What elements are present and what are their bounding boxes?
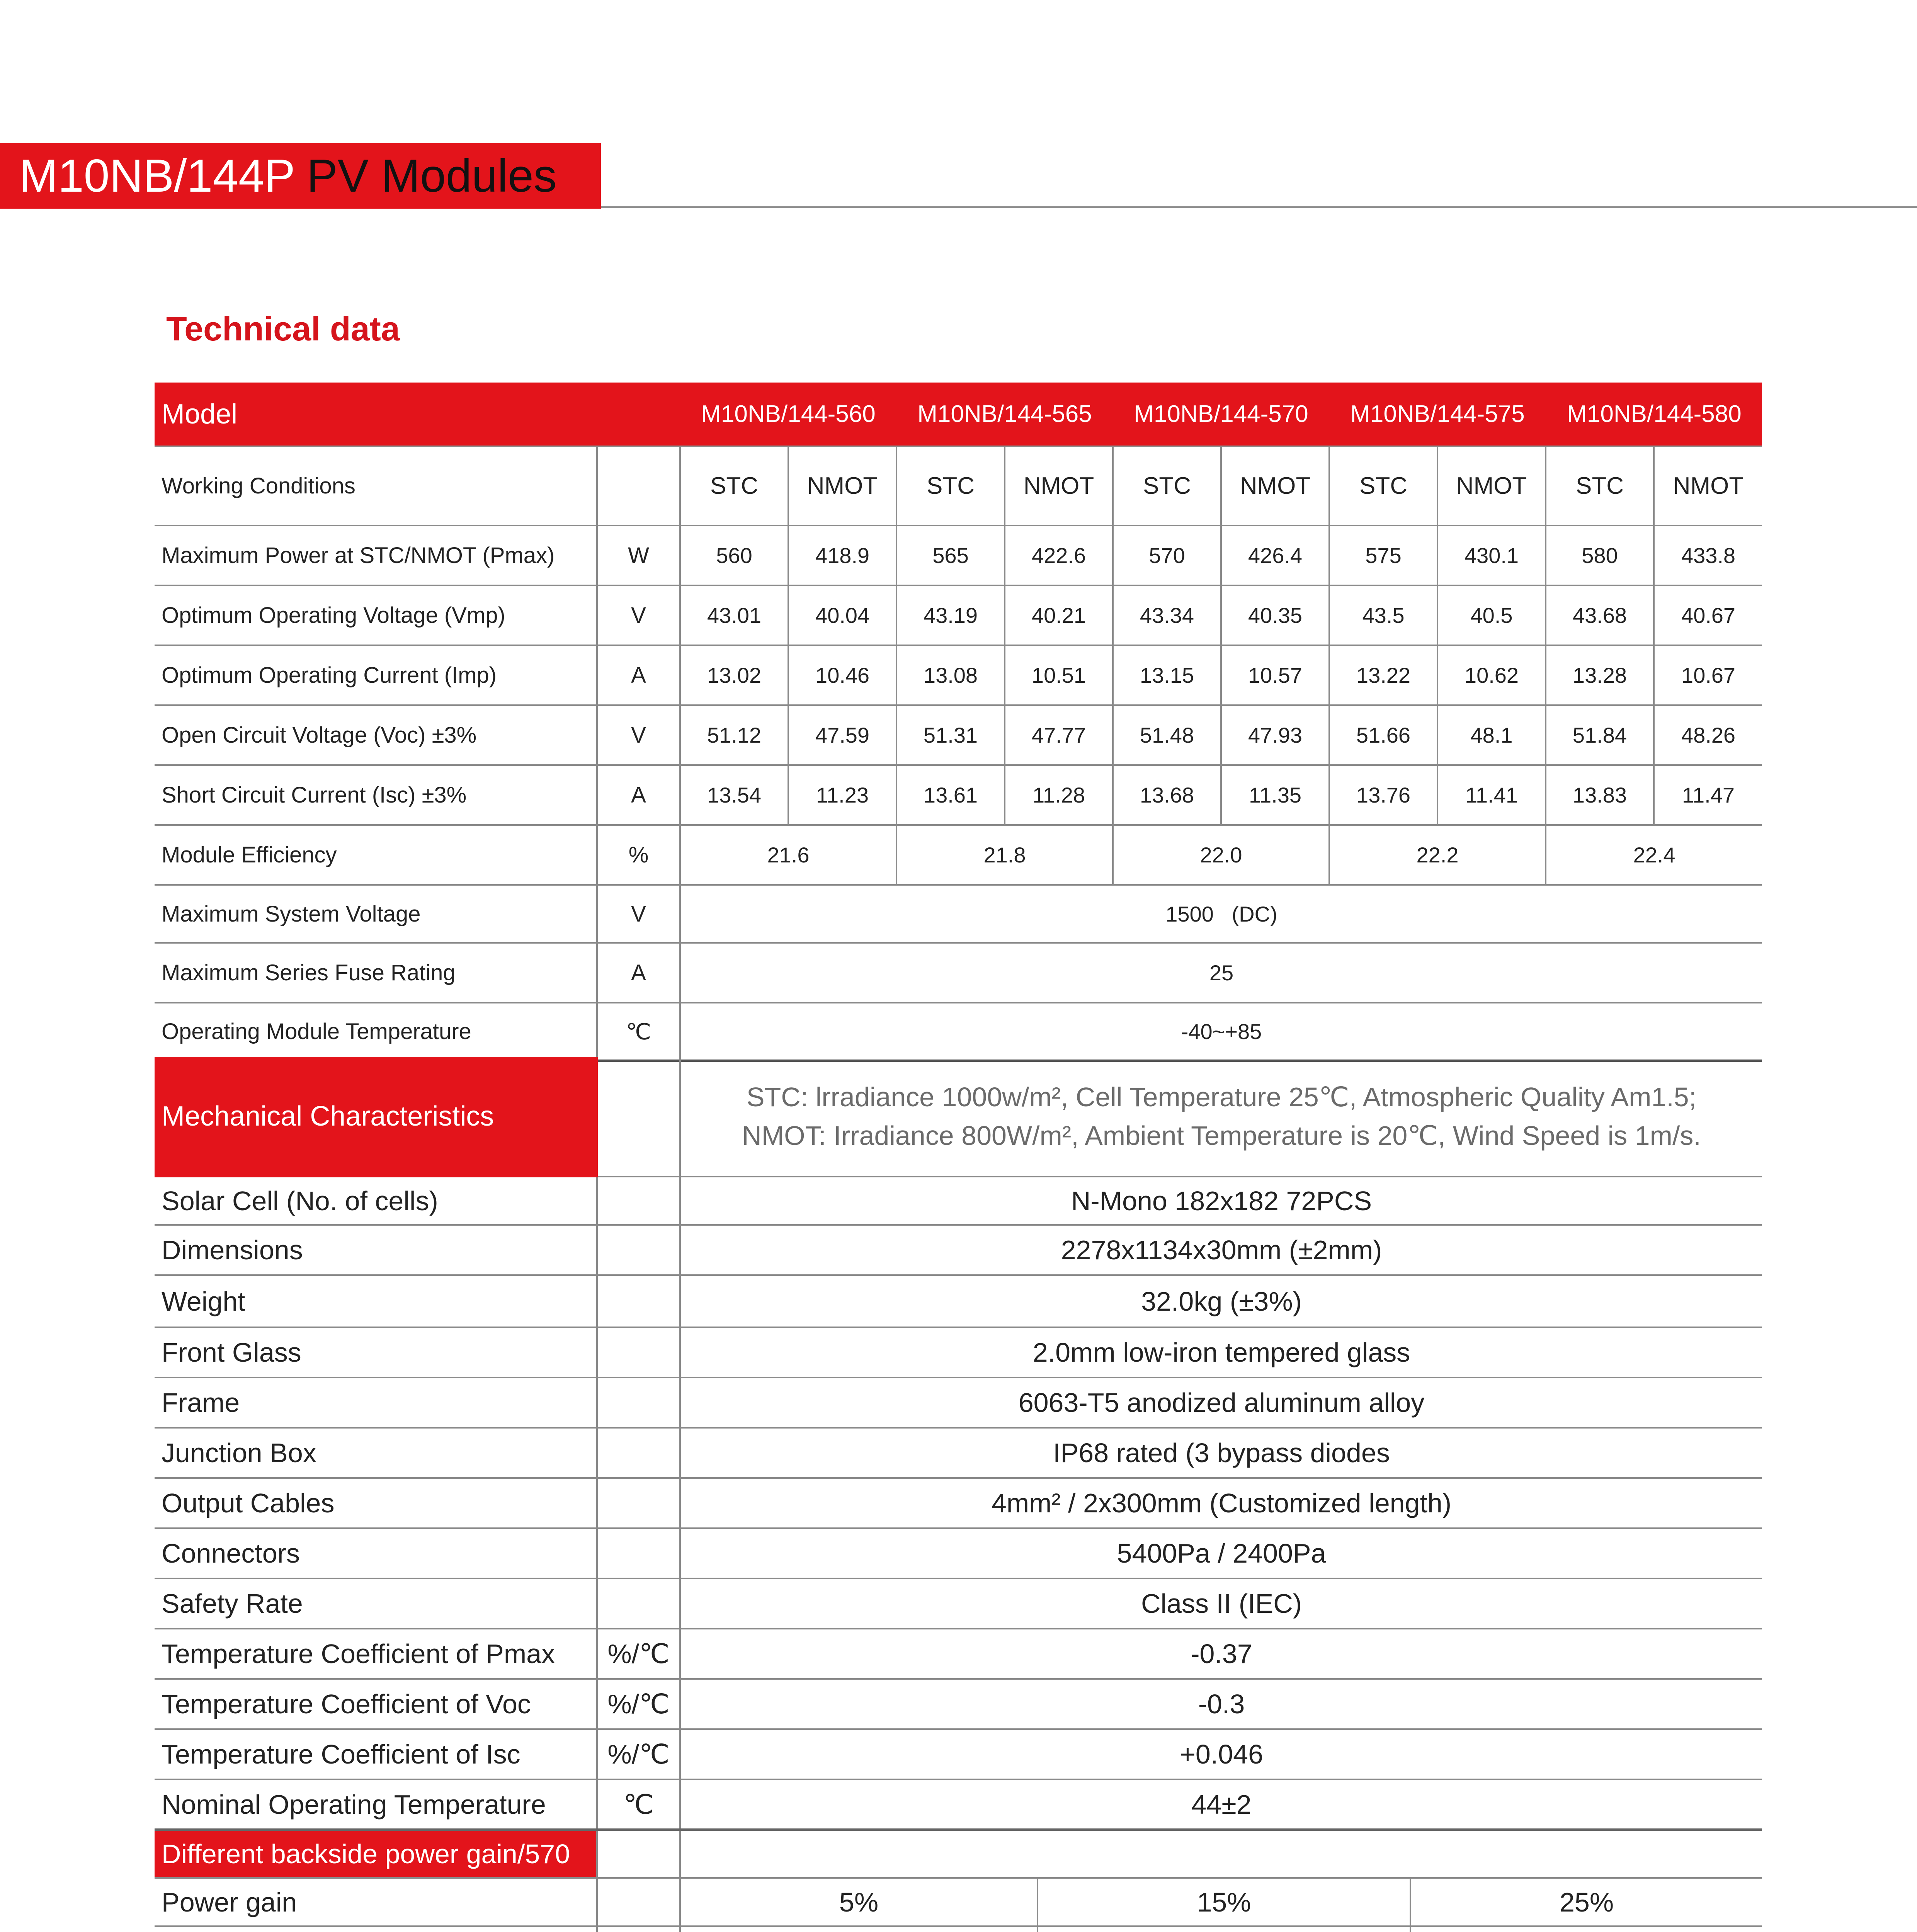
value-cell: N-Mono 182x182 72PCS	[680, 1177, 1762, 1225]
unit-cell: V	[597, 705, 680, 765]
value-cell: Class II (IEC)	[680, 1578, 1762, 1629]
table-row	[155, 1327, 1762, 1378]
nmot-note: NMOT: Irradiance 800W/m², Ambient Temperature is 20℃, Wind Speed is 1m/s.	[742, 1121, 1701, 1151]
row-label: Module Efficiency	[155, 825, 597, 885]
value-cell: 51.48	[1113, 705, 1221, 765]
unit-cell	[597, 1830, 680, 1878]
gain-value: 25%	[1410, 1878, 1762, 1926]
condition-cell: STC	[1113, 446, 1221, 526]
electrical-specs-table	[155, 383, 1762, 1062]
table-row	[155, 1478, 1762, 1528]
unit-cell	[597, 1478, 680, 1528]
value-cell: 21.6	[680, 825, 896, 885]
test-conditions-note	[680, 1057, 1762, 1177]
value-cell: 32.0kg (±3%)	[680, 1275, 1762, 1327]
value-cell: 44±2	[680, 1779, 1762, 1830]
value-cell: 51.66	[1329, 705, 1437, 765]
unit-cell	[597, 1926, 680, 1932]
value-cell: 10.62	[1437, 645, 1546, 705]
value-cell: 426.4	[1221, 526, 1329, 585]
unit-cell	[597, 1878, 680, 1926]
row-label: Temperature Coefficient of Isc	[155, 1729, 597, 1779]
table-row	[155, 1629, 1762, 1679]
unit-cell: %/℃	[597, 1729, 680, 1779]
value-cell: 575	[1329, 526, 1437, 585]
row-label: Open Circuit Voltage (Voc) ±3%	[155, 705, 597, 765]
value-cell: 11.35	[1221, 765, 1329, 825]
table-row	[155, 645, 1762, 705]
table-row	[155, 1225, 1762, 1275]
mechanical-heading: Mechanical Characteristics	[155, 1057, 597, 1177]
condition-cell: NMOT	[1005, 446, 1113, 526]
value-cell: 13.08	[896, 645, 1005, 705]
value-cell: -40~+85	[680, 1003, 1762, 1061]
value-cell: 580	[1546, 526, 1654, 585]
row-label: Maximum Series Fuse Rating	[155, 943, 597, 1003]
value-cell: 418.9	[788, 526, 896, 585]
row-label: Short Circuit Current (Isc) ±3%	[155, 765, 597, 825]
value-cell: 22.4	[1546, 825, 1762, 885]
value-cell: 5400Pa / 2400Pa	[680, 1528, 1762, 1578]
table-row	[155, 1528, 1762, 1578]
unit-cell	[597, 1578, 680, 1629]
value-cell: 11.41	[1437, 765, 1546, 825]
value-cell: 4mm² / 2x300mm (Customized length)	[680, 1478, 1762, 1528]
table-row	[155, 1779, 1762, 1830]
value-cell: 11.28	[1005, 765, 1113, 825]
table-row	[155, 943, 1762, 1003]
model-name: M10NB/144-560	[680, 383, 896, 446]
table-row	[155, 1378, 1762, 1428]
table-row	[155, 1729, 1762, 1779]
value-cell	[1038, 1926, 1410, 1932]
value-cell: 422.6	[1005, 526, 1113, 585]
unit-cell	[597, 446, 680, 526]
value-cell: 48.26	[1654, 705, 1762, 765]
unit-cell: V	[597, 885, 680, 943]
value-cell: 40.04	[788, 585, 896, 645]
condition-cell: STC	[680, 446, 788, 526]
table-row	[155, 1003, 1762, 1061]
value-cell: 22.2	[1329, 825, 1546, 885]
product-type: PV Modules	[306, 150, 557, 202]
row-label: Front Glass	[155, 1327, 597, 1378]
value-cell: 13.61	[896, 765, 1005, 825]
value-cell: 43.68	[1546, 585, 1654, 645]
condition-cell: NMOT	[1654, 446, 1762, 526]
row-label: Optimum Operating Current (Imp)	[155, 645, 597, 705]
unit-cell	[597, 1378, 680, 1428]
value-cell: 47.93	[1221, 705, 1329, 765]
table-row	[155, 705, 1762, 765]
value-cell: 40.35	[1221, 585, 1329, 645]
row-label: Temperature Coefficient of Voc	[155, 1679, 597, 1729]
value-cell: 40.21	[1005, 585, 1113, 645]
value-cell	[1410, 1926, 1762, 1932]
model-name: M10NB/144-570	[1113, 383, 1329, 446]
condition-cell: NMOT	[1437, 446, 1546, 526]
condition-cell: STC	[1546, 446, 1654, 526]
model-name: M10NB/144-575	[1329, 383, 1546, 446]
unit-cell: A	[597, 765, 680, 825]
value-cell: 51.84	[1546, 705, 1654, 765]
row-label: Power gain	[155, 1878, 597, 1926]
unit-cell	[597, 1327, 680, 1378]
unit-cell: %	[597, 825, 680, 885]
row-label	[155, 1926, 597, 1932]
value-cell: 565	[896, 526, 1005, 585]
row-label: Maximum Power at STC/NMOT (Pmax)	[155, 526, 597, 585]
backside-header-row	[155, 1830, 1762, 1878]
unit-cell: %/℃	[597, 1679, 680, 1729]
unit-cell	[597, 1428, 680, 1478]
row-label: Working Conditions	[155, 446, 597, 526]
unit-cell	[597, 1528, 680, 1578]
unit-cell	[597, 1177, 680, 1225]
row-label: Dimensions	[155, 1225, 597, 1275]
value-cell: 51.31	[896, 705, 1005, 765]
value-cell: 43.5	[1329, 585, 1437, 645]
unit-cell: %/℃	[597, 1629, 680, 1679]
value-cell: 13.54	[680, 765, 788, 825]
value-cell: 10.46	[788, 645, 896, 705]
condition-cell: STC	[896, 446, 1005, 526]
row-label: Safety Rate	[155, 1578, 597, 1629]
table-row	[155, 1177, 1762, 1225]
value-cell: 13.68	[1113, 765, 1221, 825]
unit-cell	[597, 1057, 680, 1177]
row-label: Weight	[155, 1275, 597, 1327]
table-row	[155, 526, 1762, 585]
value-cell: 13.76	[1329, 765, 1437, 825]
value-cell: 430.1	[1437, 526, 1546, 585]
unit-cell: W	[597, 526, 680, 585]
value-cell: 43.19	[896, 585, 1005, 645]
value-cell: 13.15	[1113, 645, 1221, 705]
table-row	[155, 1428, 1762, 1478]
table-row	[155, 1679, 1762, 1729]
value-cell: 433.8	[1654, 526, 1762, 585]
condition-cell: NMOT	[1221, 446, 1329, 526]
table-row	[155, 885, 1762, 943]
row-label: Nominal Operating Temperature	[155, 1779, 597, 1830]
gain-row	[155, 1878, 1762, 1926]
title-banner	[0, 143, 601, 209]
gain-value: 5%	[680, 1878, 1038, 1926]
value-cell: 25	[680, 943, 1762, 1003]
value-cell: 51.12	[680, 705, 788, 765]
row-label: Junction Box	[155, 1428, 597, 1478]
row-label: Solar Cell (No. of cells)	[155, 1177, 597, 1225]
value-cell: 2278x1134x30mm (±2mm)	[680, 1225, 1762, 1275]
table-row	[155, 1275, 1762, 1327]
value-cell: 43.34	[1113, 585, 1221, 645]
unit-cell: V	[597, 585, 680, 645]
unit-cell: A	[597, 943, 680, 1003]
value-cell: 13.02	[680, 645, 788, 705]
condition-cell: NMOT	[788, 446, 896, 526]
value-cell: 570	[1113, 526, 1221, 585]
value-cell: 21.8	[896, 825, 1113, 885]
value-cell: 2.0mm low-iron tempered glass	[680, 1327, 1762, 1378]
value-cell: IP68 rated (3 bypass diodes	[680, 1428, 1762, 1478]
table-row	[155, 765, 1762, 825]
value-cell: 47.77	[1005, 705, 1113, 765]
value-cell: 13.28	[1546, 645, 1654, 705]
model-row	[155, 383, 1762, 446]
conditions-row	[155, 446, 1762, 526]
condition-cell: STC	[1329, 446, 1437, 526]
value-cell: 560	[680, 526, 788, 585]
model-name: M10NB/144-565	[896, 383, 1113, 446]
model-label: Model	[155, 383, 597, 446]
value-cell: 10.51	[1005, 645, 1113, 705]
value-cell: 6063-T5 anodized aluminum alloy	[680, 1378, 1762, 1428]
row-label: Operating Module Temperature	[155, 1003, 597, 1061]
value-cell: 1500 (DC)	[680, 885, 1762, 943]
value-cell: -0.37	[680, 1629, 1762, 1679]
unit-cell: ℃	[597, 1003, 680, 1061]
row-label: Maximum System Voltage	[155, 885, 597, 943]
table-row	[155, 1926, 1762, 1932]
row-label: Output Cables	[155, 1478, 597, 1528]
mechanical-specs-table	[155, 1057, 1762, 1932]
section-title: Technical data	[166, 310, 400, 348]
stc-note: STC: lrradiance 1000w/m², Cell Temperature 25℃, Atmospheric Quality Am1.5;	[746, 1082, 1697, 1112]
efficiency-row	[155, 825, 1762, 885]
value-cell: 13.83	[1546, 765, 1654, 825]
gain-value: 15%	[1038, 1878, 1410, 1926]
value-cell	[680, 1926, 1038, 1932]
unit-cell	[597, 1275, 680, 1327]
product-code: M10NB/144P	[19, 150, 295, 202]
value-cell: 43.01	[680, 585, 788, 645]
row-label: Optimum Operating Voltage (Vmp)	[155, 585, 597, 645]
model-name: M10NB/144-580	[1546, 383, 1762, 446]
value-cell: -0.3	[680, 1679, 1762, 1729]
table-row	[155, 585, 1762, 645]
value-cell: 13.22	[1329, 645, 1437, 705]
row-label: Connectors	[155, 1528, 597, 1578]
value-cell: 22.0	[1113, 825, 1329, 885]
unit-cell	[597, 383, 680, 446]
value-cell: 11.47	[1654, 765, 1762, 825]
table-row	[155, 1578, 1762, 1629]
blank-cell	[680, 1830, 1762, 1878]
unit-cell: A	[597, 645, 680, 705]
value-cell: 48.1	[1437, 705, 1546, 765]
unit-cell	[597, 1225, 680, 1275]
header-divider	[601, 206, 1917, 208]
value-cell: 47.59	[788, 705, 896, 765]
value-cell: 10.57	[1221, 645, 1329, 705]
unit-cell: ℃	[597, 1779, 680, 1830]
value-cell: 11.23	[788, 765, 896, 825]
row-label: Temperature Coefficient of Pmax	[155, 1629, 597, 1679]
row-label: Frame	[155, 1378, 597, 1428]
value-cell: 40.67	[1654, 585, 1762, 645]
value-cell: 40.5	[1437, 585, 1546, 645]
value-cell: 10.67	[1654, 645, 1762, 705]
backside-heading: Different backside power gain/570	[155, 1830, 597, 1878]
mechanical-header-row	[155, 1057, 1762, 1177]
value-cell: +0.046	[680, 1729, 1762, 1779]
